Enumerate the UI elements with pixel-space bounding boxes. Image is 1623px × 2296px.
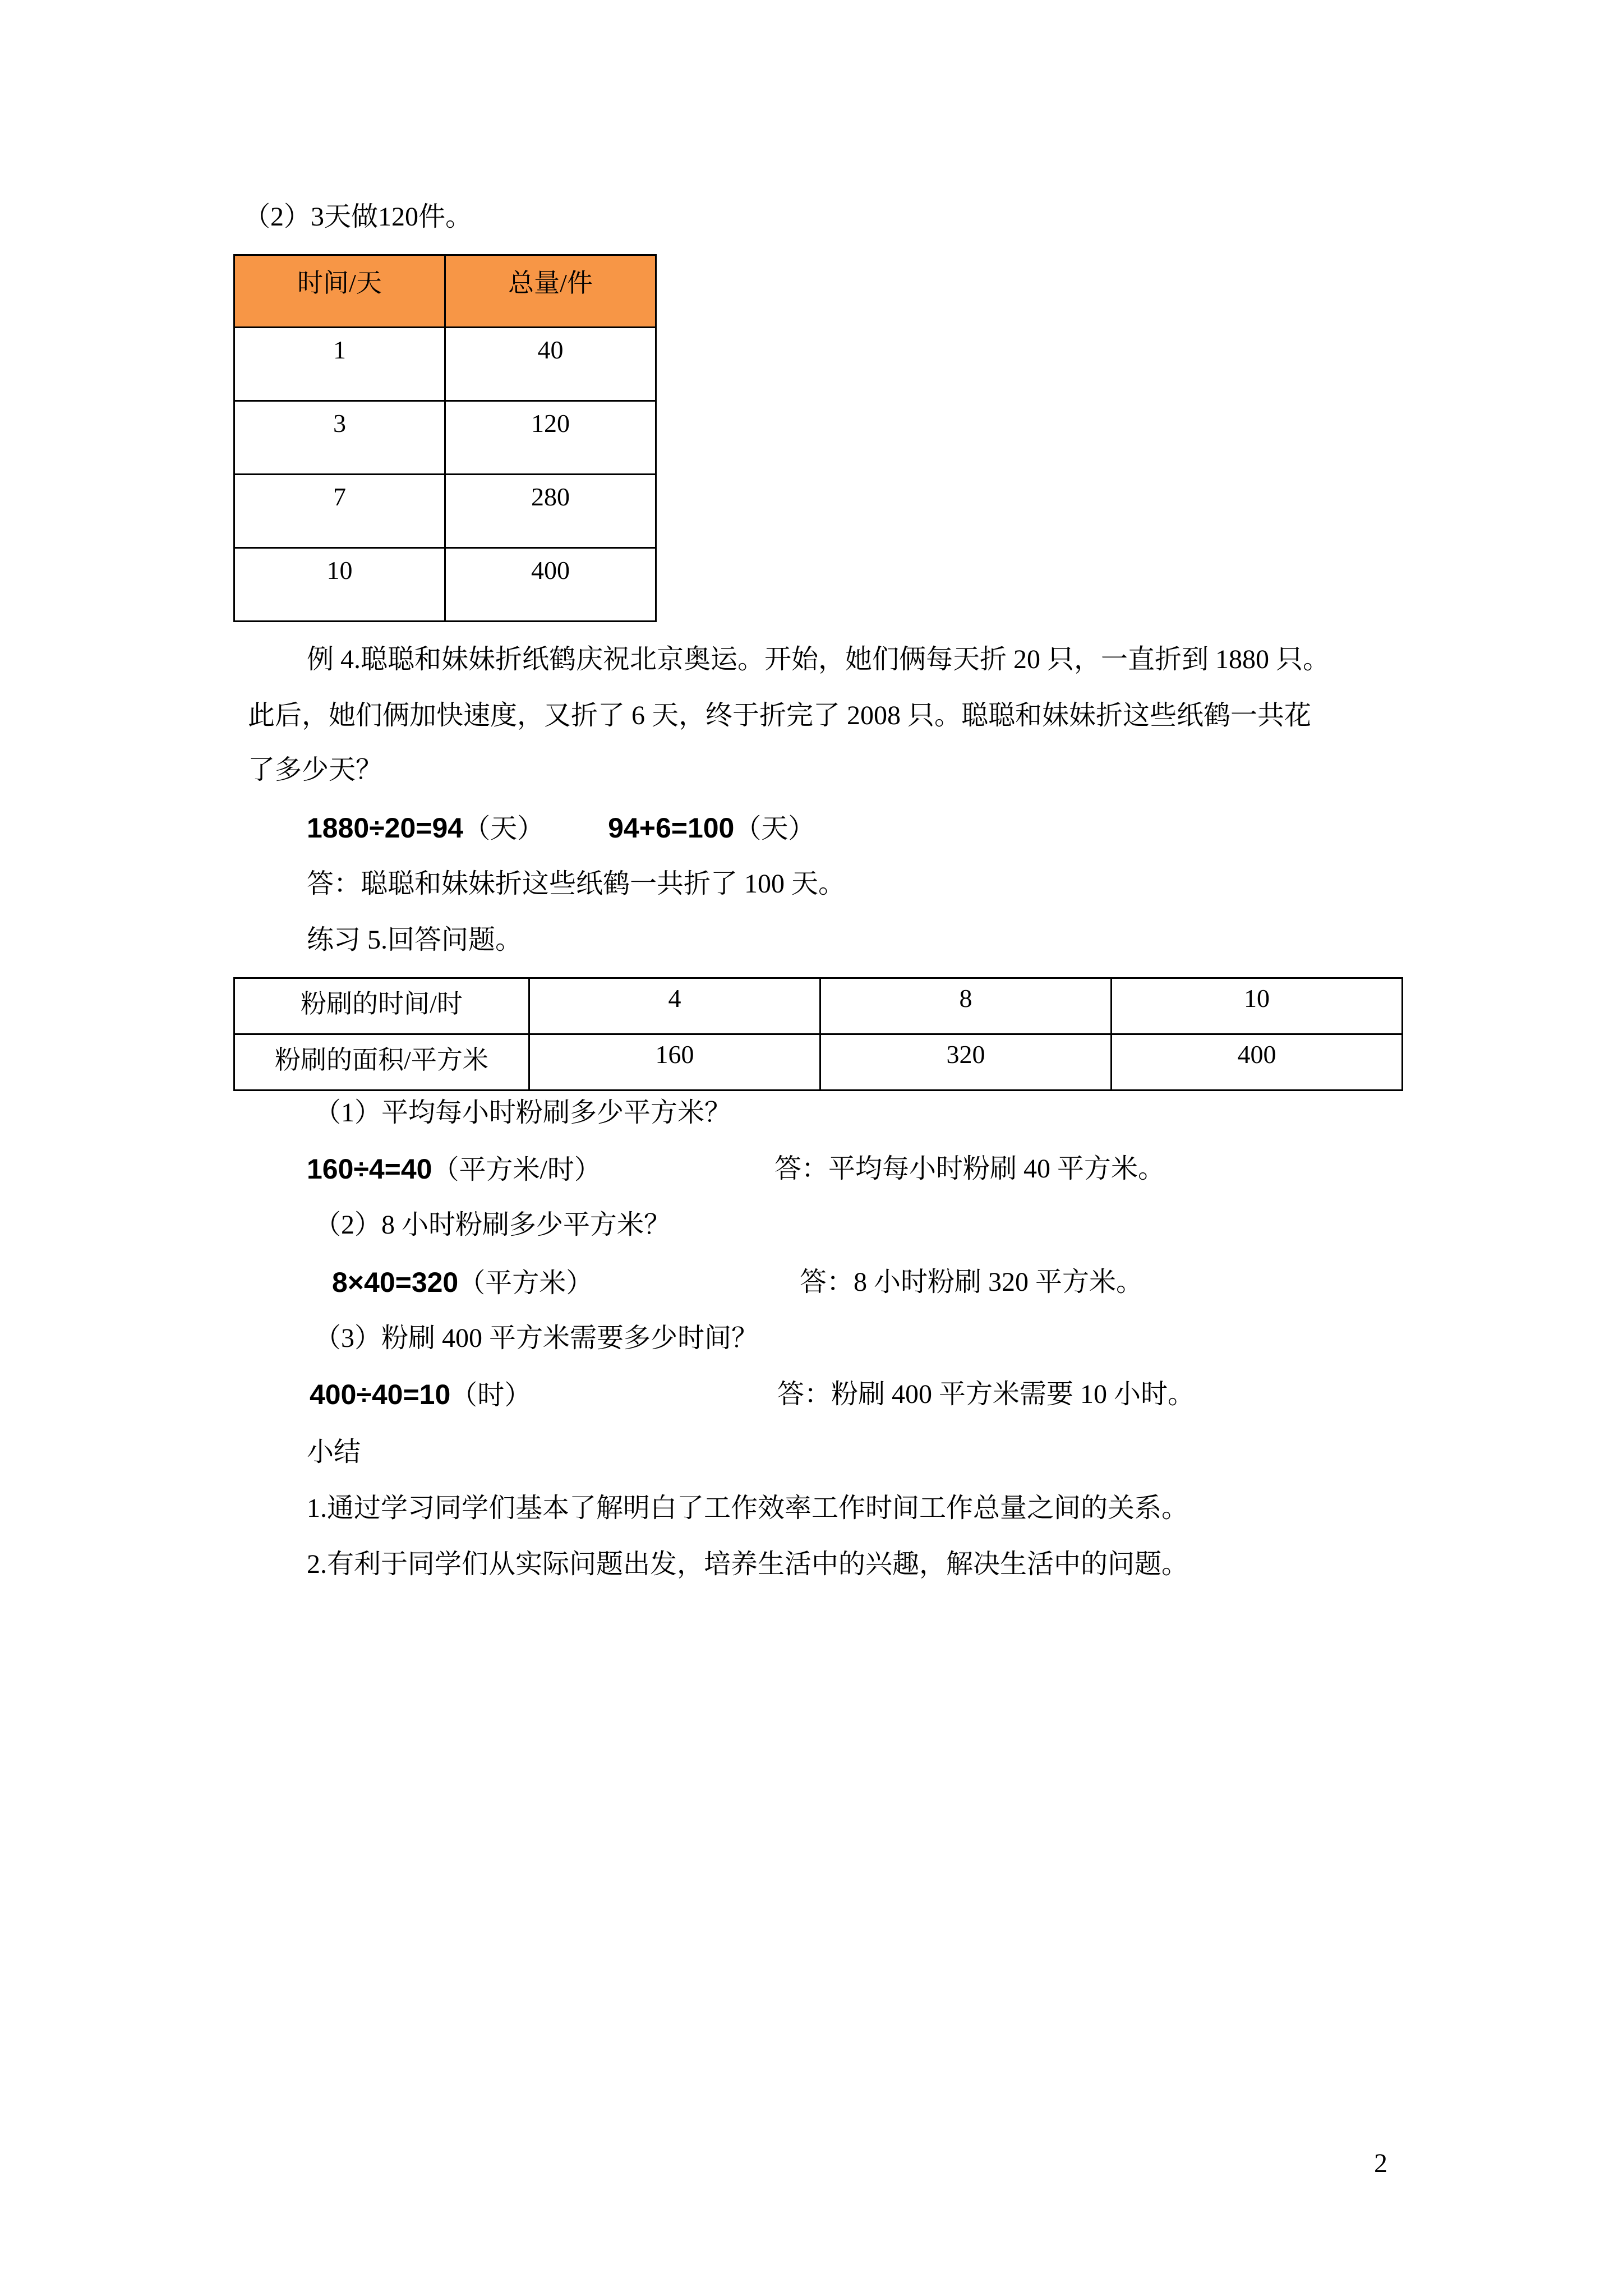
answer: 答：粉刷 400 平方米需要 10 小时。	[777, 1379, 1195, 1409]
cell: 10	[1112, 978, 1403, 1034]
header-cell: 总量/件	[445, 255, 656, 328]
table-row	[234, 978, 1403, 1034]
unit: （天）	[463, 814, 545, 844]
cell: 120	[445, 401, 656, 475]
painting-table	[233, 977, 1403, 1091]
cell: 3	[234, 401, 445, 475]
cell: 4	[529, 978, 820, 1034]
cell: 280	[445, 475, 656, 548]
cell: 320	[820, 1034, 1112, 1091]
answer: 答：8 小时粉刷 320 平方米。	[800, 1267, 1144, 1297]
formula: 160÷4=40	[307, 1153, 432, 1185]
table-row	[234, 401, 656, 475]
question: （3）粉刷 400 平方米需要多少时间？	[314, 1323, 759, 1353]
formula: 8×40=320	[332, 1267, 459, 1298]
cell: 1	[234, 328, 445, 401]
unit: （平方米/时）	[432, 1155, 601, 1185]
cell: 粉刷的时间/时	[234, 978, 529, 1034]
cell: 8	[820, 978, 1112, 1034]
cell: 7	[234, 475, 445, 548]
cell: 400	[445, 548, 656, 622]
example-line: 此后，她们俩加快速度，又折了 6 天，终于折完了 2008 只。聪聪和妹妹折这些纸鹤一共花	[248, 701, 1312, 730]
page-number: 2	[1374, 2148, 1387, 2178]
example-line: 例 4.聪聪和妹妹折纸鹤庆祝北京奥运。开始，她们俩每天折 20 只，一直折到 1880 只。	[307, 645, 1330, 674]
example-line: 了多少天？	[248, 755, 383, 785]
cell: 400	[1112, 1034, 1403, 1091]
header-cell: 时间/天	[234, 255, 445, 328]
formula-line	[332, 1266, 593, 1300]
summary-item: 1.通过学习同学们基本了解明白了工作效率工作时间工作总量之间的关系。	[307, 1493, 1189, 1523]
unit: （天）	[734, 814, 815, 844]
formula: 400÷40=10	[310, 1379, 451, 1410]
table-row	[234, 328, 656, 401]
formula: 94+6=100	[608, 812, 735, 844]
formula-line	[307, 1152, 601, 1187]
cell: 10	[234, 548, 445, 622]
table-row	[234, 475, 656, 548]
time-total-table	[233, 254, 657, 622]
formula: 1880÷20=94	[307, 812, 464, 844]
summary-title: 小结	[307, 1437, 361, 1467]
unit: （平方米）	[458, 1268, 593, 1298]
formula-line	[310, 1378, 531, 1412]
summary-item: 2.有利于同学们从实际问题出发，培养生活中的兴趣，解决生活中的问题。	[307, 1549, 1189, 1579]
sub-heading: （2）3天做120件。	[243, 202, 473, 232]
unit: （时）	[450, 1381, 532, 1410]
cell: 160	[529, 1034, 820, 1091]
answer: 答：平均每小时粉刷 40 平方米。	[774, 1154, 1165, 1184]
question: （1）平均每小时粉刷多少平方米？	[314, 1098, 732, 1128]
table-row	[234, 1034, 1403, 1091]
formula-line	[307, 811, 815, 846]
question: （2）8 小时粉刷多少平方米？	[314, 1210, 671, 1240]
cell: 40	[445, 328, 656, 401]
answer: 答：聪聪和妹妹折这些纸鹤一共折了 100 天。	[307, 869, 846, 899]
cell: 粉刷的面积/平方米	[234, 1034, 529, 1091]
exercise-title: 练习 5.回答问题。	[307, 925, 523, 955]
table-row	[234, 548, 656, 622]
